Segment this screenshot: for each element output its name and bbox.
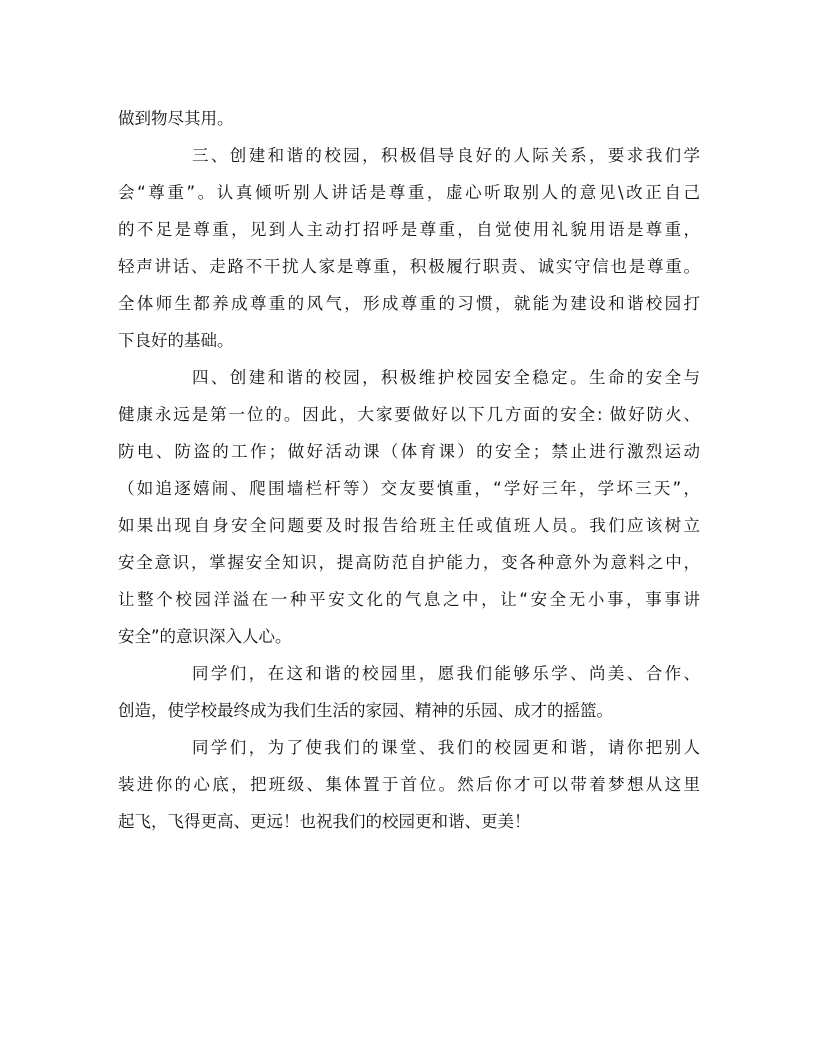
text-line: 三、创建和谐的校园，积极倡导良好的人际关系，要求我们学 (192, 146, 700, 165)
text-line: 同学们，在这和谐的校园里，愿我们能够乐学、尚美、合作、 (192, 664, 700, 683)
text-line: 防电、防盗的工作；做好活动课（体育课）的安全；禁止进行激烈运动 (118, 442, 700, 461)
paragraph-continuation (118, 100, 700, 137)
text-line: 起飞，飞得更高、更远！也祝我们的校园更和谐、更美！ (118, 812, 531, 831)
text-line: 下良好的基础。 (118, 331, 234, 350)
text-line: 健康永远是第一位的。因此，大家要做好以下几方面的安全: 做好防火、 (118, 405, 700, 424)
text-line: 轻声讲话、走路不干扰人家是尊重，积极履行职责、诚实守信也是尊重。 (118, 257, 700, 276)
text-line: （如追逐嬉闹、爬围墙栏杆等）交友要慎重，“学好三年，学坏三天”， (118, 479, 700, 498)
paragraph-closing (118, 729, 700, 840)
text-line: 同学们，为了使我们的课堂、我们的校园更和谐，请你把别人 (192, 738, 700, 757)
text-line: 装进你的心底，把班级、集体置于首位。然后你才可以带着梦想从这里 (118, 775, 700, 794)
text-line: 四、创建和谐的校园，积极维护校园安全稳定。生命的安全与 (192, 368, 700, 387)
text-line: 安全意识，掌握安全知识，提高防范自护能力，变各种意外为意料之中， (118, 553, 700, 572)
text-line: 创造，使学校最终成为我们生活的家园、精神的乐园、成才的摇篮。 (118, 701, 613, 720)
text-line: 让整个校园洋溢在一种平安文化的气息之中，让“安全无小事，事事讲 (118, 590, 700, 609)
text-line: 安全”的意识深入人心。 (118, 627, 292, 646)
paragraph-safety (118, 359, 700, 655)
text-line: 全体师生都养成尊重的风气，形成尊重的习惯，就能为建设和谐校园打 (118, 294, 700, 313)
document-body (118, 100, 700, 840)
text-line: 做到物尽其用。 (118, 109, 234, 128)
text-line: 会“尊重”。认真倾听别人讲话是尊重，虚心听取别人的意见\改正自己 (118, 183, 700, 202)
text-line: 的不足是尊重，见到人主动打招呼是尊重，自觉使用礼貌用语是尊重， (118, 220, 700, 239)
paragraph-respect (118, 137, 700, 359)
paragraph-harmony-wish (118, 655, 700, 729)
text-line: 如果出现自身安全问题要及时报告给班主任或值班人员。我们应该树立 (118, 516, 700, 535)
